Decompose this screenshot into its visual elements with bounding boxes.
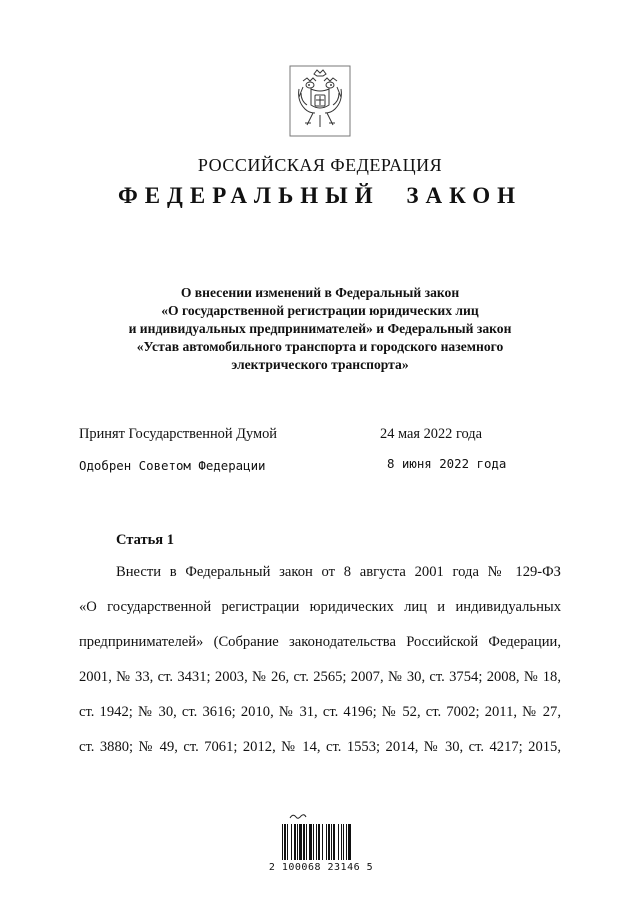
barcode-bar (316, 824, 317, 860)
article-heading: Статья 1 (116, 532, 174, 548)
barcode-bar (341, 824, 342, 860)
barcode-bar (294, 824, 296, 860)
barcode-bar (346, 824, 347, 860)
article-text-line: 2001, № 33, ст. 3431; 2003, № 26, ст. 2565; 2007, № 30, ст. 3754; 2008, № 18, (79, 669, 561, 685)
title-line: О внесении изменений в Федеральный закон (180, 285, 460, 300)
article-text-line: ст. 3880; № 49, ст. 7061; 2012, № 14, ст. 1553; 2014, № 30, ст. 4217; 2015, (79, 739, 561, 755)
title-line: электрического транспорта» (231, 357, 409, 372)
barcode-bar (297, 824, 298, 860)
council-approval-label: Одобрен Советом Федерации (79, 458, 266, 473)
barcode-bar (343, 824, 344, 860)
title-line: «О государственной регистрации юридических лиц (161, 303, 479, 318)
barcode-number: 2 100068 23146 5 (268, 862, 374, 873)
council-approval-date: 8 июня 2022 года (387, 456, 507, 471)
barcode-bar (322, 824, 323, 860)
state-emblem-icon (289, 65, 351, 137)
barcode-bar (313, 824, 314, 860)
barcode-bar (309, 824, 312, 860)
duma-adoption-date: 24 мая 2022 года (380, 426, 483, 442)
barcode-bar (333, 824, 335, 860)
barcode-bar (303, 824, 305, 860)
barcode-bar (299, 824, 302, 860)
title-line: и индивидуальных предпринимателей» и Федеральный закон (128, 321, 512, 336)
barcode-bar (348, 824, 351, 860)
barcode-bar (338, 824, 339, 860)
law-title (0, 284, 640, 374)
article-text-line: «О государственной регистрации юридических лиц и индивидуальных (79, 599, 561, 615)
barcode-bar (284, 824, 286, 860)
barcode-bar (328, 824, 330, 860)
barcode-bar (326, 824, 327, 860)
article-text-line: ст. 1942; № 30, ст. 3616; 2010, № 31, ст. 4196; № 52, ст. 7002; 2011, № 27, (79, 704, 561, 720)
article-text-line: предпринимателей» (Собрание законодательства Российской Федерации, (79, 634, 561, 650)
duma-adoption-label: Принят Государственной Думой (79, 426, 277, 442)
barcode-bar (318, 824, 320, 860)
barcode-bar (282, 824, 283, 860)
title-line: «Устав автомобильного транспорта и городского наземного (136, 339, 504, 354)
barcode-bar (331, 824, 332, 860)
signature-mark (290, 815, 306, 819)
barcode (268, 812, 374, 878)
country-name: РОССИЙСКАЯ ФЕДЕРАЦИЯ (197, 155, 443, 175)
barcode-bar (291, 824, 292, 860)
article-text-line: Внести в Федеральный закон от 8 августа 2001 года № 129-ФЗ (116, 564, 561, 580)
barcode-bar (306, 824, 307, 860)
barcode-bar (287, 824, 288, 860)
barcode-graphic (268, 812, 374, 862)
document-type: ФЕДЕРАЛЬНЫЙ ЗАКОН (117, 183, 523, 208)
